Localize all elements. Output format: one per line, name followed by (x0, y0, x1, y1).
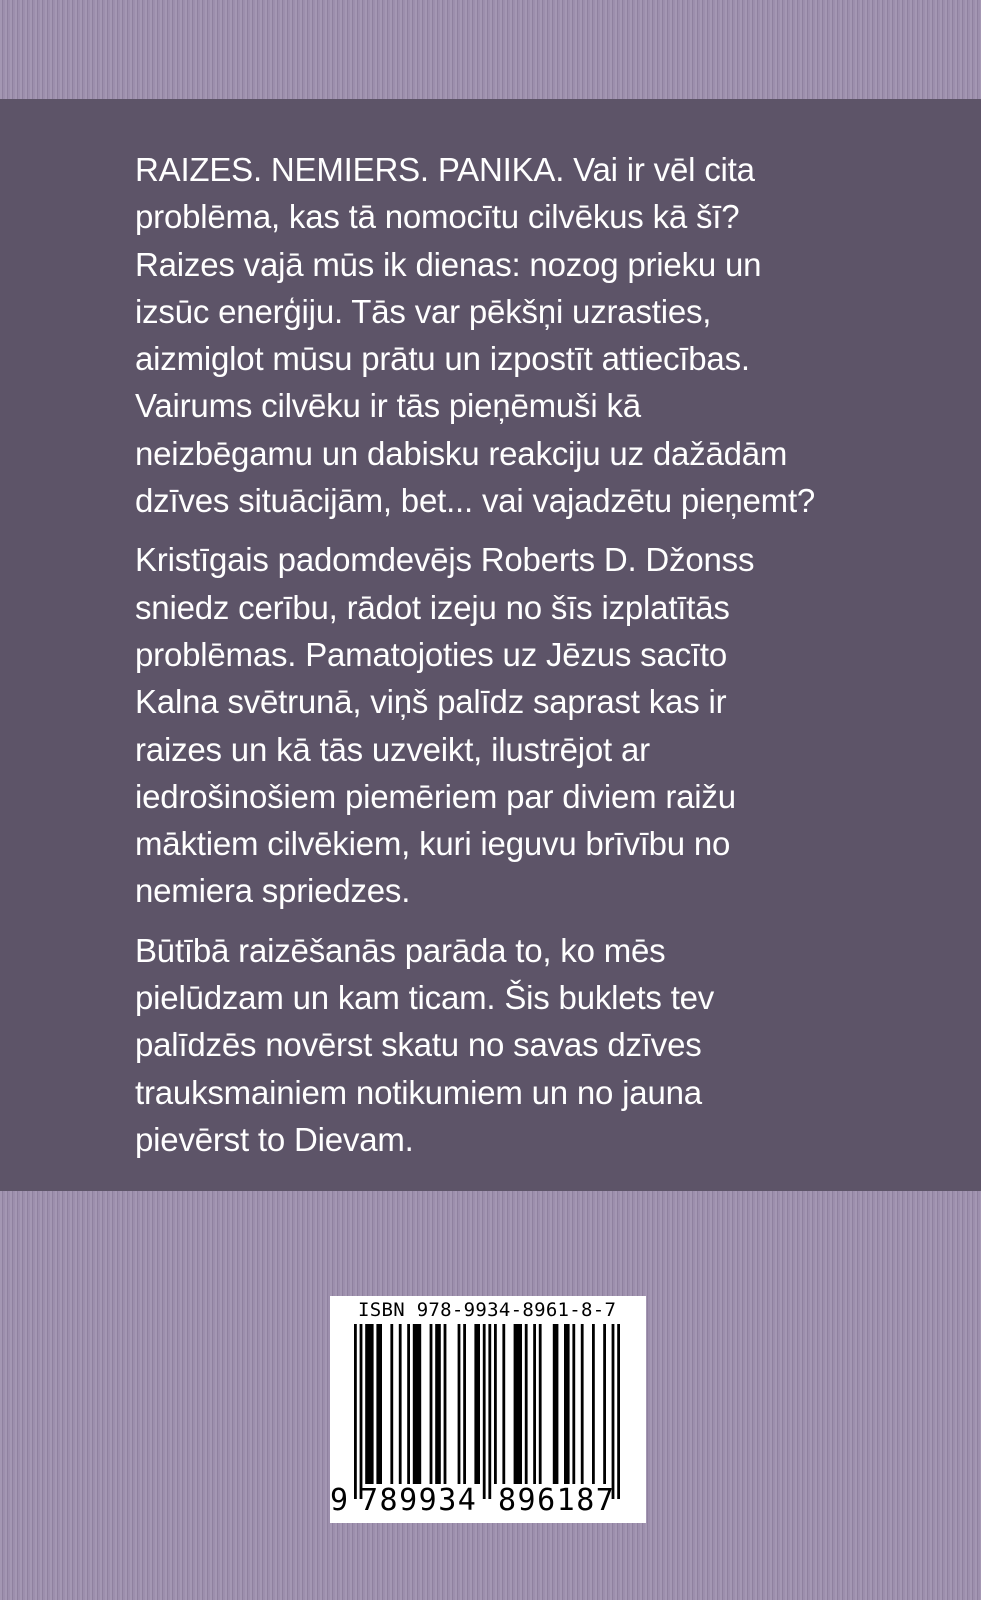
barcode-bar (463, 1324, 466, 1484)
barcode-guard-bar (483, 1324, 486, 1499)
barcode-bar (564, 1324, 570, 1484)
paragraph-intro: RAIZES. NEMIERS. PANIKA. Vai ir vēl cita problēma, kas tā nomocītu cilvēkus kā šī? Raizes vajā mūs ik dienas: nozog prieku un izsūc enerģiju. Tās var pēkšņi uzrasties, aizmiglot mūsu prātu un izpostīt attiecības. Vairums cilvēku ir tās pieņēmuši kā neizbēgamu un dabisku reakciju uz dažādām dzīves situācijām, bet... vai vajadzētu pieņemt? (135, 151, 816, 520)
barcode-bar (581, 1324, 584, 1484)
barcode-bar (399, 1324, 402, 1484)
barcode-bar (365, 1324, 373, 1484)
barcode-guard-bar (617, 1324, 620, 1499)
barcode-digits-right: 896187 (498, 1483, 616, 1518)
paragraph-conclusion: Būtībā raizēšanās parāda to, ko mēs pielūdzam un kam ticam. Šis buklets tev palīdzēs novērst skatu no savas dzīves trauksmainiem notikumiem un no jauna pievērst to Dievam. (135, 931, 715, 1158)
barcode-bar (603, 1324, 606, 1484)
back-cover-text-panel (0, 99, 981, 1191)
barcode-bar (539, 1324, 542, 1484)
barcode-bar (572, 1324, 575, 1484)
barcode-bar (494, 1324, 497, 1484)
barcode-bar (525, 1324, 528, 1484)
barcode-bar (444, 1324, 447, 1484)
barcode-bar (413, 1324, 421, 1484)
barcode-guard-bar (354, 1324, 357, 1499)
barcode-bar (458, 1324, 461, 1484)
isbn-label: ISBN 978-9934-8961-8-7 (358, 1299, 617, 1321)
barcode-bar (514, 1324, 522, 1484)
barcode-bar (553, 1324, 559, 1484)
barcode-guard-bar (488, 1324, 491, 1499)
barcode-bar (435, 1324, 441, 1484)
barcode-bar (407, 1324, 410, 1484)
barcode-bar (502, 1324, 505, 1484)
barcode-guard-bar (360, 1324, 363, 1499)
barcode-bar (376, 1324, 382, 1484)
barcode-bar (533, 1324, 536, 1484)
barcode-bar (430, 1324, 433, 1484)
barcode-bar (592, 1324, 595, 1484)
barcode-digits-left: 789934 (360, 1483, 478, 1518)
barcode-digit-first: 9 (330, 1483, 349, 1518)
barcode-bar (390, 1324, 393, 1484)
striped-band-top (0, 0, 981, 99)
isbn-barcode (330, 1296, 646, 1523)
barcode-guard-bar (612, 1324, 615, 1499)
barcode-bar (474, 1324, 480, 1484)
paragraph-author: Kristīgais padomdevējs Roberts D. Džonss sniedz cerību, rādot izeju no šīs izplatītās problēmas. Pamatojoties uz Jēzus sacīto Kalna svētrunā, viņš palīdz saprast kas ir raizes un kā tās uzveikt, ilustrējot ar iedrošinošiem piemēriem par diviem raižu māktiem cilvēkiem, kuri ieguvu brīvību no nemiera spriedzes. (135, 541, 755, 910)
description-text (135, 146, 915, 1163)
